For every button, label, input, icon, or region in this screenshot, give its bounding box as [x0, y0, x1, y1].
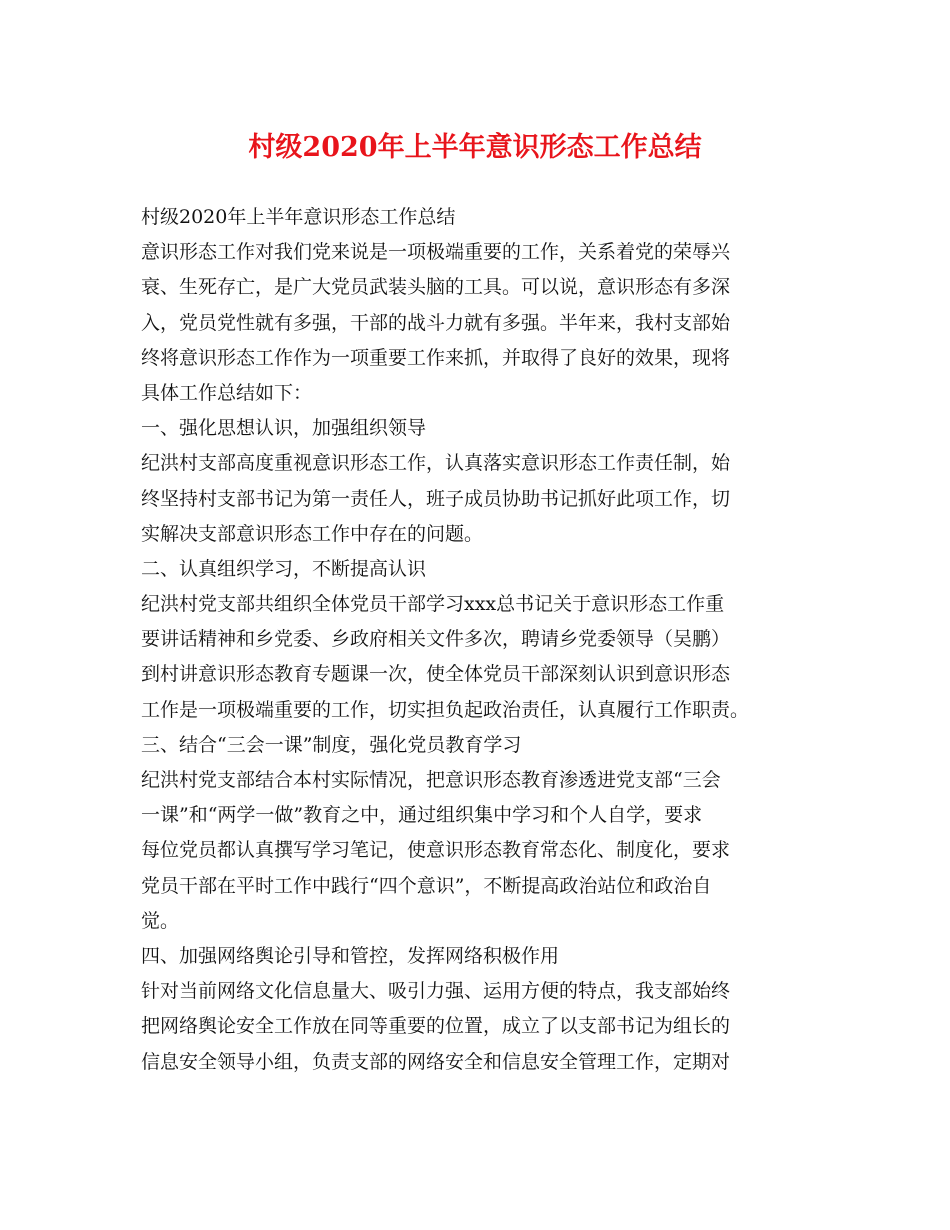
body-text-line: 党员干部在平时工作中践行“四个意识”，不断提高政治站位和政治自 — [141, 874, 712, 897]
body-text-line: 终坚持村支部书记为第一责任人，班子成员协助书记抓好此项工作，切 — [141, 487, 731, 510]
body-text-line: 实解决支部意识形态工作中存在的问题。 — [141, 522, 484, 545]
body-text-line: 一课”和“两学一做”教育之中，通过组织集中学习和个人自学，要求 — [141, 804, 703, 827]
body-text-line: 意识形态工作对我们党来说是一项极端重要的工作，关系着党的荣辱兴 — [141, 241, 731, 264]
body-text-line: 二、认真组织学习，不断提高认识 — [141, 557, 427, 580]
body-text-line: 把网络舆论安全工作放在同等重要的位置，成立了以支部书记为组长的 — [141, 1015, 731, 1038]
body-text-line: 要讲话精神和乡党委、乡政府相关文件多次，聘请乡党委领导（吴鹏） — [141, 628, 731, 651]
body-text-line: 到村讲意识形态教育专题课一次，使全体党员干部深刻认识到意识形态 — [141, 663, 731, 686]
document-subtitle-line: 村级2020年上半年意识形态工作总结 — [141, 206, 456, 228]
body-text-line: 针对当前网络文化信息量大、吸引力强、运用方便的特点，我支部始终 — [141, 980, 731, 1003]
body-text-line: 信息安全领导小组，负责支部的网络安全和信息安全管理工作，定期对 — [141, 1050, 731, 1073]
body-text-line: 具体工作总结如下： — [141, 381, 313, 404]
body-text-line: 纪洪村支部高度重视意识形态工作，认真落实意识形态工作责任制，始 — [141, 452, 731, 475]
body-text-line: 觉。 — [141, 909, 180, 932]
body-text-line: 工作是一项极端重要的工作，切实担负起政治责任，认真履行工作职责。 — [141, 698, 750, 721]
body-text-line: 三、结合“三会一课”制度，强化党员教育学习 — [141, 733, 522, 756]
body-text-line: 纪洪村党支部结合本村实际情况，把意识形态教育渗透进党支部“三会 — [141, 769, 721, 791]
body-text-line: 一、强化思想认识，加强组织领导 — [141, 417, 427, 440]
document-body — [141, 200, 831, 1080]
body-text-line: 四、加强网络舆论引导和管控，发挥网络积极作用 — [141, 944, 560, 967]
body-text-line: 每位党员都认真撰写学习笔记，使意识形态教育常态化、制度化，要求 — [141, 839, 731, 862]
body-text-line: 入，党员党性就有多强，干部的战斗力就有多强。半年来，我村支部始 — [141, 311, 731, 334]
body-text-line: 衰、生死存亡，是广大党员武装头脑的工具。可以说，意识形态有多深 — [141, 276, 731, 299]
body-text-line: 终将意识形态工作作为一项重要工作来抓，并取得了良好的效果，现将 — [141, 346, 731, 369]
document-title: 村级2020年上半年意识形态工作总结 — [248, 132, 702, 163]
body-text-line: 纪洪村党支部共组织全体党员干部学习xxx总书记关于意识形态工作重 — [141, 593, 725, 616]
